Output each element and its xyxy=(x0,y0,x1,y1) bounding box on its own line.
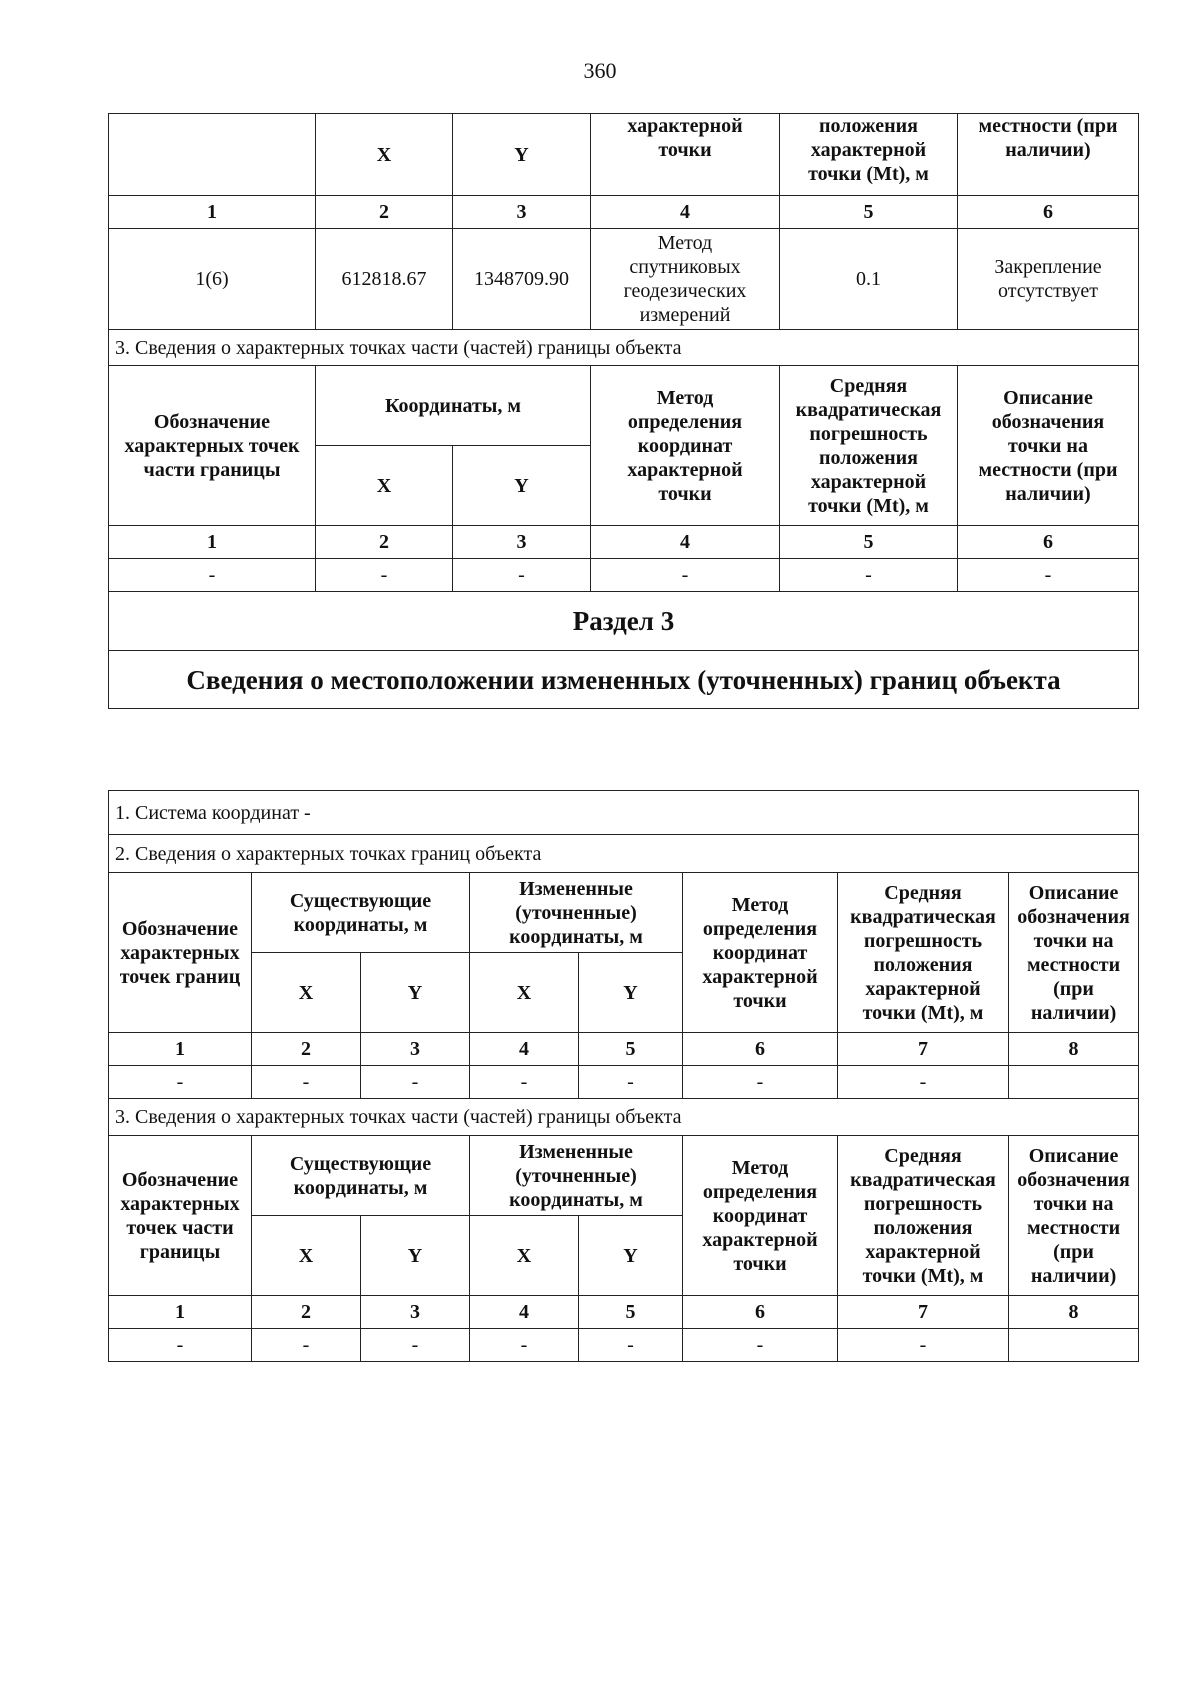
column-number: 1 xyxy=(109,196,316,229)
empty-cell: - xyxy=(361,1329,470,1362)
section-title: Раздел 3 xyxy=(109,592,1139,651)
x-header: X xyxy=(470,1216,579,1296)
method-header: Метод определения координат характерной точки xyxy=(591,366,780,526)
coordinates-table-bottom xyxy=(108,790,1139,1362)
method-header: Метод определения координат характерной точки xyxy=(683,873,838,1033)
designation-header: Обозначение характерных точек границ xyxy=(109,873,252,1033)
changed-coords-header: Измененные (уточненные) координаты, м xyxy=(470,873,683,953)
existing-coords-header: Существующие координаты, м xyxy=(252,873,470,953)
header-cell xyxy=(109,114,316,196)
coord-system-row xyxy=(109,791,1139,835)
method-header: Метод определения координат характерной точки xyxy=(683,1136,838,1296)
empty-cell: - xyxy=(252,1066,361,1099)
header-row xyxy=(109,873,1139,953)
header-row xyxy=(109,1136,1139,1216)
column-number-row xyxy=(109,1296,1139,1329)
description-header: Описание обозначения точки на местности (при наличии) xyxy=(958,366,1139,526)
error-header: Средняя квадратическая погрешность положения характерной точки (Mt), м xyxy=(838,873,1009,1033)
existing-coords-header: Существующие координаты, м xyxy=(252,1136,470,1216)
part-header-row xyxy=(109,366,1139,446)
column-number: 5 xyxy=(579,1033,683,1066)
part-title-row xyxy=(109,1099,1139,1136)
coords-header: Координаты, м xyxy=(316,366,591,446)
column-number: 3 xyxy=(361,1033,470,1066)
column-number: 2 xyxy=(252,1296,361,1329)
empty-cell: - xyxy=(838,1066,1009,1099)
empty-cell: - xyxy=(361,1066,470,1099)
empty-cell xyxy=(1009,1329,1139,1362)
column-number: 8 xyxy=(1009,1296,1139,1329)
y-header: Y xyxy=(579,1216,683,1296)
empty-cell: - xyxy=(683,1066,838,1099)
column-number: 2 xyxy=(252,1033,361,1066)
column-number: 4 xyxy=(591,196,780,229)
y-header: Y xyxy=(361,1216,470,1296)
column-number: 6 xyxy=(958,196,1139,229)
section-subtitle: Сведения о местоположении измененных (уточненных) границ объекта xyxy=(109,651,1139,709)
table-row xyxy=(109,229,1139,330)
empty-cell: - xyxy=(470,1066,579,1099)
part-title: 3. Сведения о характерных точках части (частей) границы объекта xyxy=(109,330,1139,366)
designation-header: Обозначение характерных точек части границы xyxy=(109,1136,252,1296)
x-header: X xyxy=(252,953,361,1033)
coordinates-table-top xyxy=(108,113,1139,709)
x-header: X xyxy=(252,1216,361,1296)
empty-cell: - xyxy=(683,1329,838,1362)
column-number: 4 xyxy=(470,1033,579,1066)
empty-cell: - xyxy=(838,1329,1009,1362)
part-title-row xyxy=(109,330,1139,366)
method: Метод спутниковых геодезических измерений xyxy=(591,229,780,330)
column-number: 3 xyxy=(453,196,591,229)
y-header: Y xyxy=(453,446,591,526)
column-number: 7 xyxy=(838,1296,1009,1329)
empty-cell: - xyxy=(316,559,453,592)
designation-header: Обозначение характерных точек части границы xyxy=(109,366,316,526)
table-row xyxy=(109,559,1139,592)
header-cell: положения характерной точки (Mt), м xyxy=(780,114,958,196)
empty-cell: - xyxy=(780,559,958,592)
x-header: X xyxy=(470,953,579,1033)
points-title: 2. Сведения о характерных точках границ объекта xyxy=(109,835,1139,873)
coord-x: 612818.67 xyxy=(316,229,453,330)
header-cell: местности (при наличии) xyxy=(958,114,1139,196)
column-number: 6 xyxy=(683,1296,838,1329)
header-cell: X xyxy=(316,114,453,196)
changed-coords-header: Измененные (уточненные) координаты, м xyxy=(470,1136,683,1216)
column-number-row xyxy=(109,526,1139,559)
column-number: 3 xyxy=(453,526,591,559)
y-header: Y xyxy=(579,953,683,1033)
column-number: 5 xyxy=(780,196,958,229)
empty-cell: - xyxy=(591,559,780,592)
empty-cell xyxy=(1009,1066,1139,1099)
column-number: 6 xyxy=(958,526,1139,559)
empty-cell: - xyxy=(109,1329,252,1362)
empty-cell: - xyxy=(109,1066,252,1099)
column-number: 6 xyxy=(683,1033,838,1066)
error-header: Средняя квадратическая погрешность положения характерной точки (Mt), м xyxy=(838,1136,1009,1296)
empty-cell: - xyxy=(579,1066,683,1099)
empty-cell: - xyxy=(252,1329,361,1362)
column-number: 3 xyxy=(361,1296,470,1329)
column-number: 4 xyxy=(591,526,780,559)
error: 0.1 xyxy=(780,229,958,330)
empty-cell: - xyxy=(109,559,316,592)
empty-cell: - xyxy=(958,559,1139,592)
column-number: 4 xyxy=(470,1296,579,1329)
column-number: 1 xyxy=(109,1296,252,1329)
column-number-row xyxy=(109,1033,1139,1066)
part-title: 3. Сведения о характерных точках части (частей) границы объекта xyxy=(109,1099,1139,1136)
empty-cell: - xyxy=(453,559,591,592)
header-cell: характерной точки xyxy=(591,114,780,196)
table-row xyxy=(109,1066,1139,1099)
column-number: 8 xyxy=(1009,1033,1139,1066)
y-header: Y xyxy=(361,953,470,1033)
column-number: 2 xyxy=(316,196,453,229)
error-header: Средняя квадратическая погрешность положения характерной точки (Mt), м xyxy=(780,366,958,526)
points-title-row xyxy=(109,835,1139,873)
description: Закрепление отсутствует xyxy=(958,229,1139,330)
section-title-row xyxy=(109,592,1139,651)
continued-header-row xyxy=(109,114,1139,196)
page-number: 360 xyxy=(583,58,617,83)
coord-system: 1. Система координат - xyxy=(109,791,1139,835)
x-header: X xyxy=(316,446,453,526)
table-row xyxy=(109,1329,1139,1362)
column-number: 2 xyxy=(316,526,453,559)
column-number-row xyxy=(109,196,1139,229)
column-number: 7 xyxy=(838,1033,1009,1066)
description-header: Описание обозначения точки на местности (при наличии) xyxy=(1009,1136,1139,1296)
header-cell: Y xyxy=(453,114,591,196)
section-subtitle-row xyxy=(109,651,1139,709)
description-header: Описание обозначения точки на местности (при наличии) xyxy=(1009,873,1139,1033)
column-number: 5 xyxy=(579,1296,683,1329)
point-designation: 1(6) xyxy=(109,229,316,330)
column-number: 1 xyxy=(109,1033,252,1066)
empty-cell: - xyxy=(579,1329,683,1362)
column-number: 1 xyxy=(109,526,316,559)
coord-y: 1348709.90 xyxy=(453,229,591,330)
empty-cell: - xyxy=(470,1329,579,1362)
column-number: 5 xyxy=(780,526,958,559)
